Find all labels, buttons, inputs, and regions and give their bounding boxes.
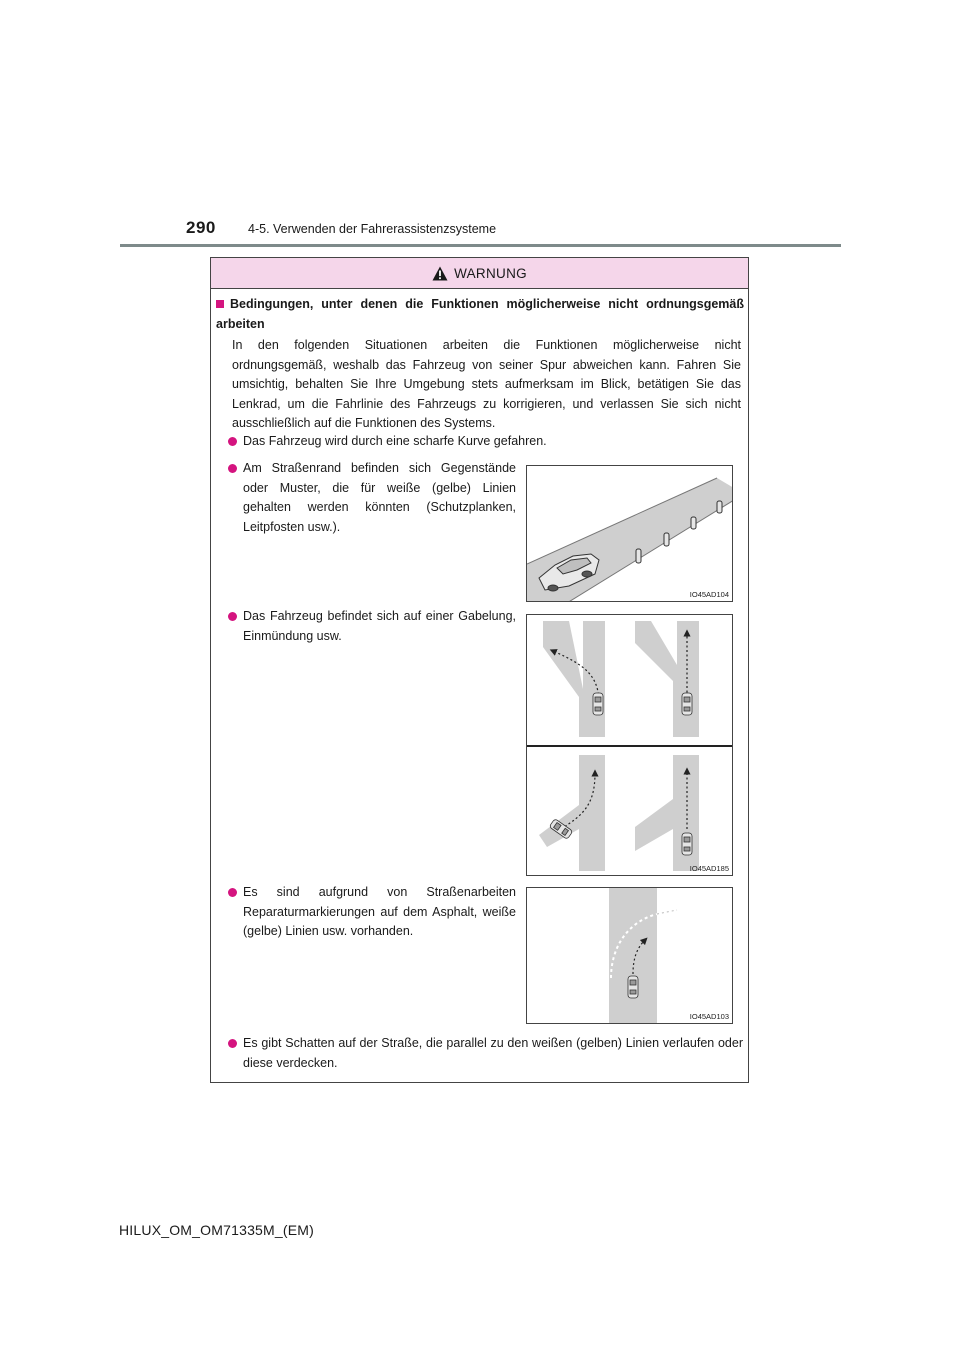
fork-illustration bbox=[527, 615, 733, 876]
footer-document-id: HILUX_OM_OM71335M_(EM) bbox=[119, 1222, 315, 1238]
figure-fork bbox=[526, 614, 733, 876]
warning-heading bbox=[216, 294, 744, 334]
warning-intro: In den folgenden Situationen arbeiten die Funktionen möglicherweise nicht ordnungsgemäß, weshalb das Fahrzeug von seiner Spur abweichen kann. Fahren Sie umsichtig, behalten Sie Ihre Umgebung stets aufmerksam im Blick, betätigen Sie das Lenkrad, um die Fahrlinie des Fahrzeugs zu korrigieren, und verlassen Sie sich nicht ausschließlich auf die Funktionen des Systems. bbox=[232, 338, 741, 430]
figure-guardrail bbox=[526, 465, 733, 602]
header-rule bbox=[120, 244, 841, 247]
round-bullet-icon bbox=[228, 464, 237, 473]
page-number: 290 bbox=[186, 218, 216, 237]
car-icon bbox=[682, 833, 692, 855]
bullet-text: Das Fahrzeug befindet sich auf einer Gabelung, Einmündung usw. bbox=[243, 609, 516, 643]
bullet-item bbox=[243, 883, 516, 942]
car-icon bbox=[628, 976, 638, 998]
square-bullet-icon bbox=[216, 300, 224, 308]
warning-header bbox=[211, 258, 748, 289]
figure-label: IO45AD104 bbox=[689, 590, 729, 599]
chapter-title: 4-5. Verwenden der Fahrerassistenzsysteme bbox=[248, 222, 497, 236]
round-bullet-icon bbox=[228, 612, 237, 621]
repair-marks-illustration bbox=[527, 888, 733, 1024]
car-icon bbox=[593, 693, 603, 715]
bullet-item bbox=[243, 432, 743, 452]
bullet-text: Es sind aufgrund von Straßenarbeiten Reparaturmarkierungen auf dem Asphalt, weiße (gelbe) Linien usw. vorhanden. bbox=[243, 885, 516, 938]
figure-label: IO45AD103 bbox=[689, 1012, 729, 1021]
bullet-item bbox=[243, 607, 516, 646]
car-icon bbox=[682, 693, 692, 715]
warning-box bbox=[210, 257, 749, 1083]
bullet-text: Das Fahrzeug wird durch eine scharfe Kurve gefahren. bbox=[243, 434, 547, 448]
warning-heading-text: Bedingungen, unter denen die Funktionen möglicherweise nicht ordnungsgemäß arbeiten bbox=[216, 297, 744, 331]
bullet-item bbox=[243, 459, 516, 537]
round-bullet-icon bbox=[228, 888, 237, 897]
round-bullet-icon bbox=[228, 437, 237, 446]
bullet-text: Am Straßenrand befinden sich Gegenstände oder Muster, die für weiße (gelbe) Linien gehalten werden könnten (Schutzplanken, Leitpfosten usw.). bbox=[243, 461, 516, 534]
guardrail-illustration bbox=[527, 466, 733, 602]
round-bullet-icon bbox=[228, 1039, 237, 1048]
warning-triangle-icon bbox=[432, 266, 448, 281]
bullet-text: Es gibt Schatten auf der Straße, die parallel zu den weißen (gelben) Linien verlaufen oder diese verdecken. bbox=[243, 1036, 743, 1070]
figure-repair-marks bbox=[526, 887, 733, 1024]
figure-label: IO45AD185 bbox=[689, 864, 729, 873]
warning-title: WARNUNG bbox=[454, 265, 527, 281]
bullet-item bbox=[243, 1034, 743, 1073]
